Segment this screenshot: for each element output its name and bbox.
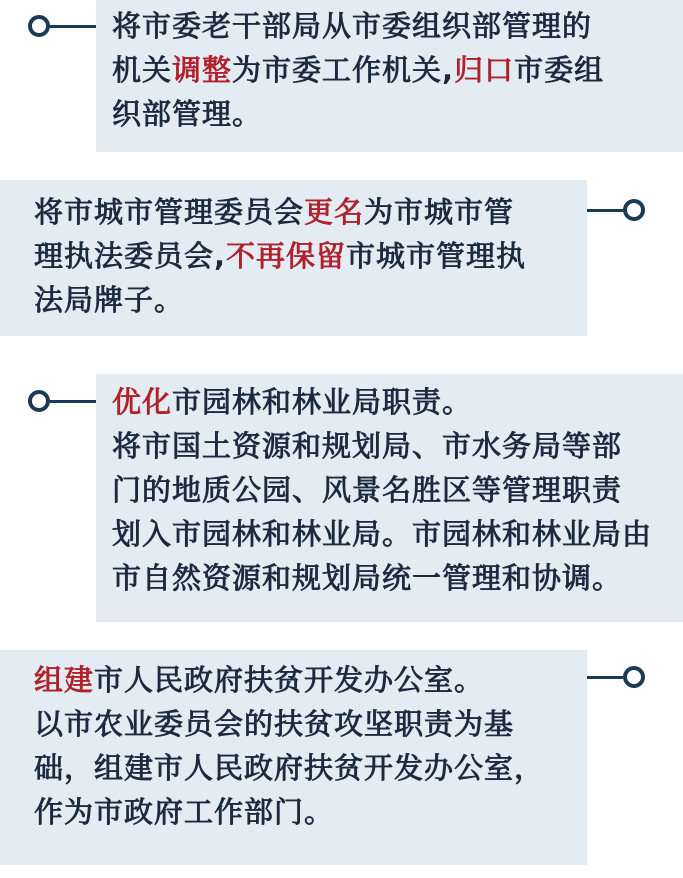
- body-text: 织部管理。: [112, 97, 263, 131]
- info-card-1: [96, 0, 683, 152]
- card-line: [112, 424, 677, 468]
- card-line: [112, 92, 669, 136]
- connector-line: [587, 209, 623, 212]
- card-line: [34, 790, 577, 834]
- card-line: [34, 278, 577, 322]
- highlight-text: 优化: [112, 385, 173, 419]
- timeline-node-icon: [623, 666, 645, 688]
- body-text: 为市城市管: [364, 195, 515, 229]
- timeline-node-icon: [623, 199, 645, 221]
- card-line: [34, 234, 577, 278]
- highlight-text: 更名: [304, 195, 365, 229]
- body-text: 划入市园林和林业局。市园林和林业局由: [112, 517, 653, 551]
- card-line: [112, 468, 677, 512]
- card-line: [112, 4, 669, 48]
- body-text: 将市委老干部局从市委组织部管理的: [112, 9, 593, 43]
- highlight-text: 调整: [172, 53, 233, 87]
- body-text: 础，组建市人民政府扶贫开发办公室，: [34, 751, 545, 785]
- card-line: [112, 512, 677, 556]
- info-card-3: [96, 374, 683, 622]
- card-line: [112, 556, 677, 600]
- body-text: 市园林和林业局职责。: [172, 385, 473, 419]
- timeline-connector-2: [587, 193, 645, 227]
- highlight-text: 不再保留: [226, 239, 347, 273]
- body-text: 将市国土资源和规划局、市水务局等部: [112, 429, 623, 463]
- timeline-node-icon: [28, 390, 50, 412]
- body-text: 市委组: [514, 53, 605, 87]
- highlight-text: 归口: [454, 53, 515, 87]
- body-text: 作为市政府工作部门。: [34, 795, 335, 829]
- timeline-node-icon: [28, 15, 50, 37]
- body-text: 以市农业委员会的扶贫攻坚职责为基: [34, 707, 515, 741]
- body-text: 市自然资源和规划局统一管理和协调。: [112, 561, 623, 595]
- body-text: 市人民政府扶贫开发办公室。: [94, 663, 485, 697]
- info-card-2: [0, 180, 587, 336]
- info-card-4: [0, 650, 587, 865]
- body-text: 为市委工作机关,: [232, 53, 455, 87]
- timeline-connector-4: [587, 660, 645, 694]
- highlight-text: 组建: [34, 663, 95, 697]
- card-line: [112, 380, 677, 424]
- body-text: 法局牌子。: [34, 283, 185, 317]
- card-line: [34, 190, 577, 234]
- card-line: [34, 746, 577, 790]
- body-text: 机关: [112, 53, 173, 87]
- body-text: 门的地质公园、风景名胜区等管理职责: [112, 473, 623, 507]
- card-line: [34, 658, 577, 702]
- connector-line: [587, 676, 623, 679]
- card-line: [112, 48, 669, 92]
- card-line: [34, 702, 577, 746]
- body-text: 将市城市管理委员会: [34, 195, 305, 229]
- body-text: 理执法委员会,: [34, 239, 227, 273]
- body-text: 市城市管理执: [346, 239, 527, 273]
